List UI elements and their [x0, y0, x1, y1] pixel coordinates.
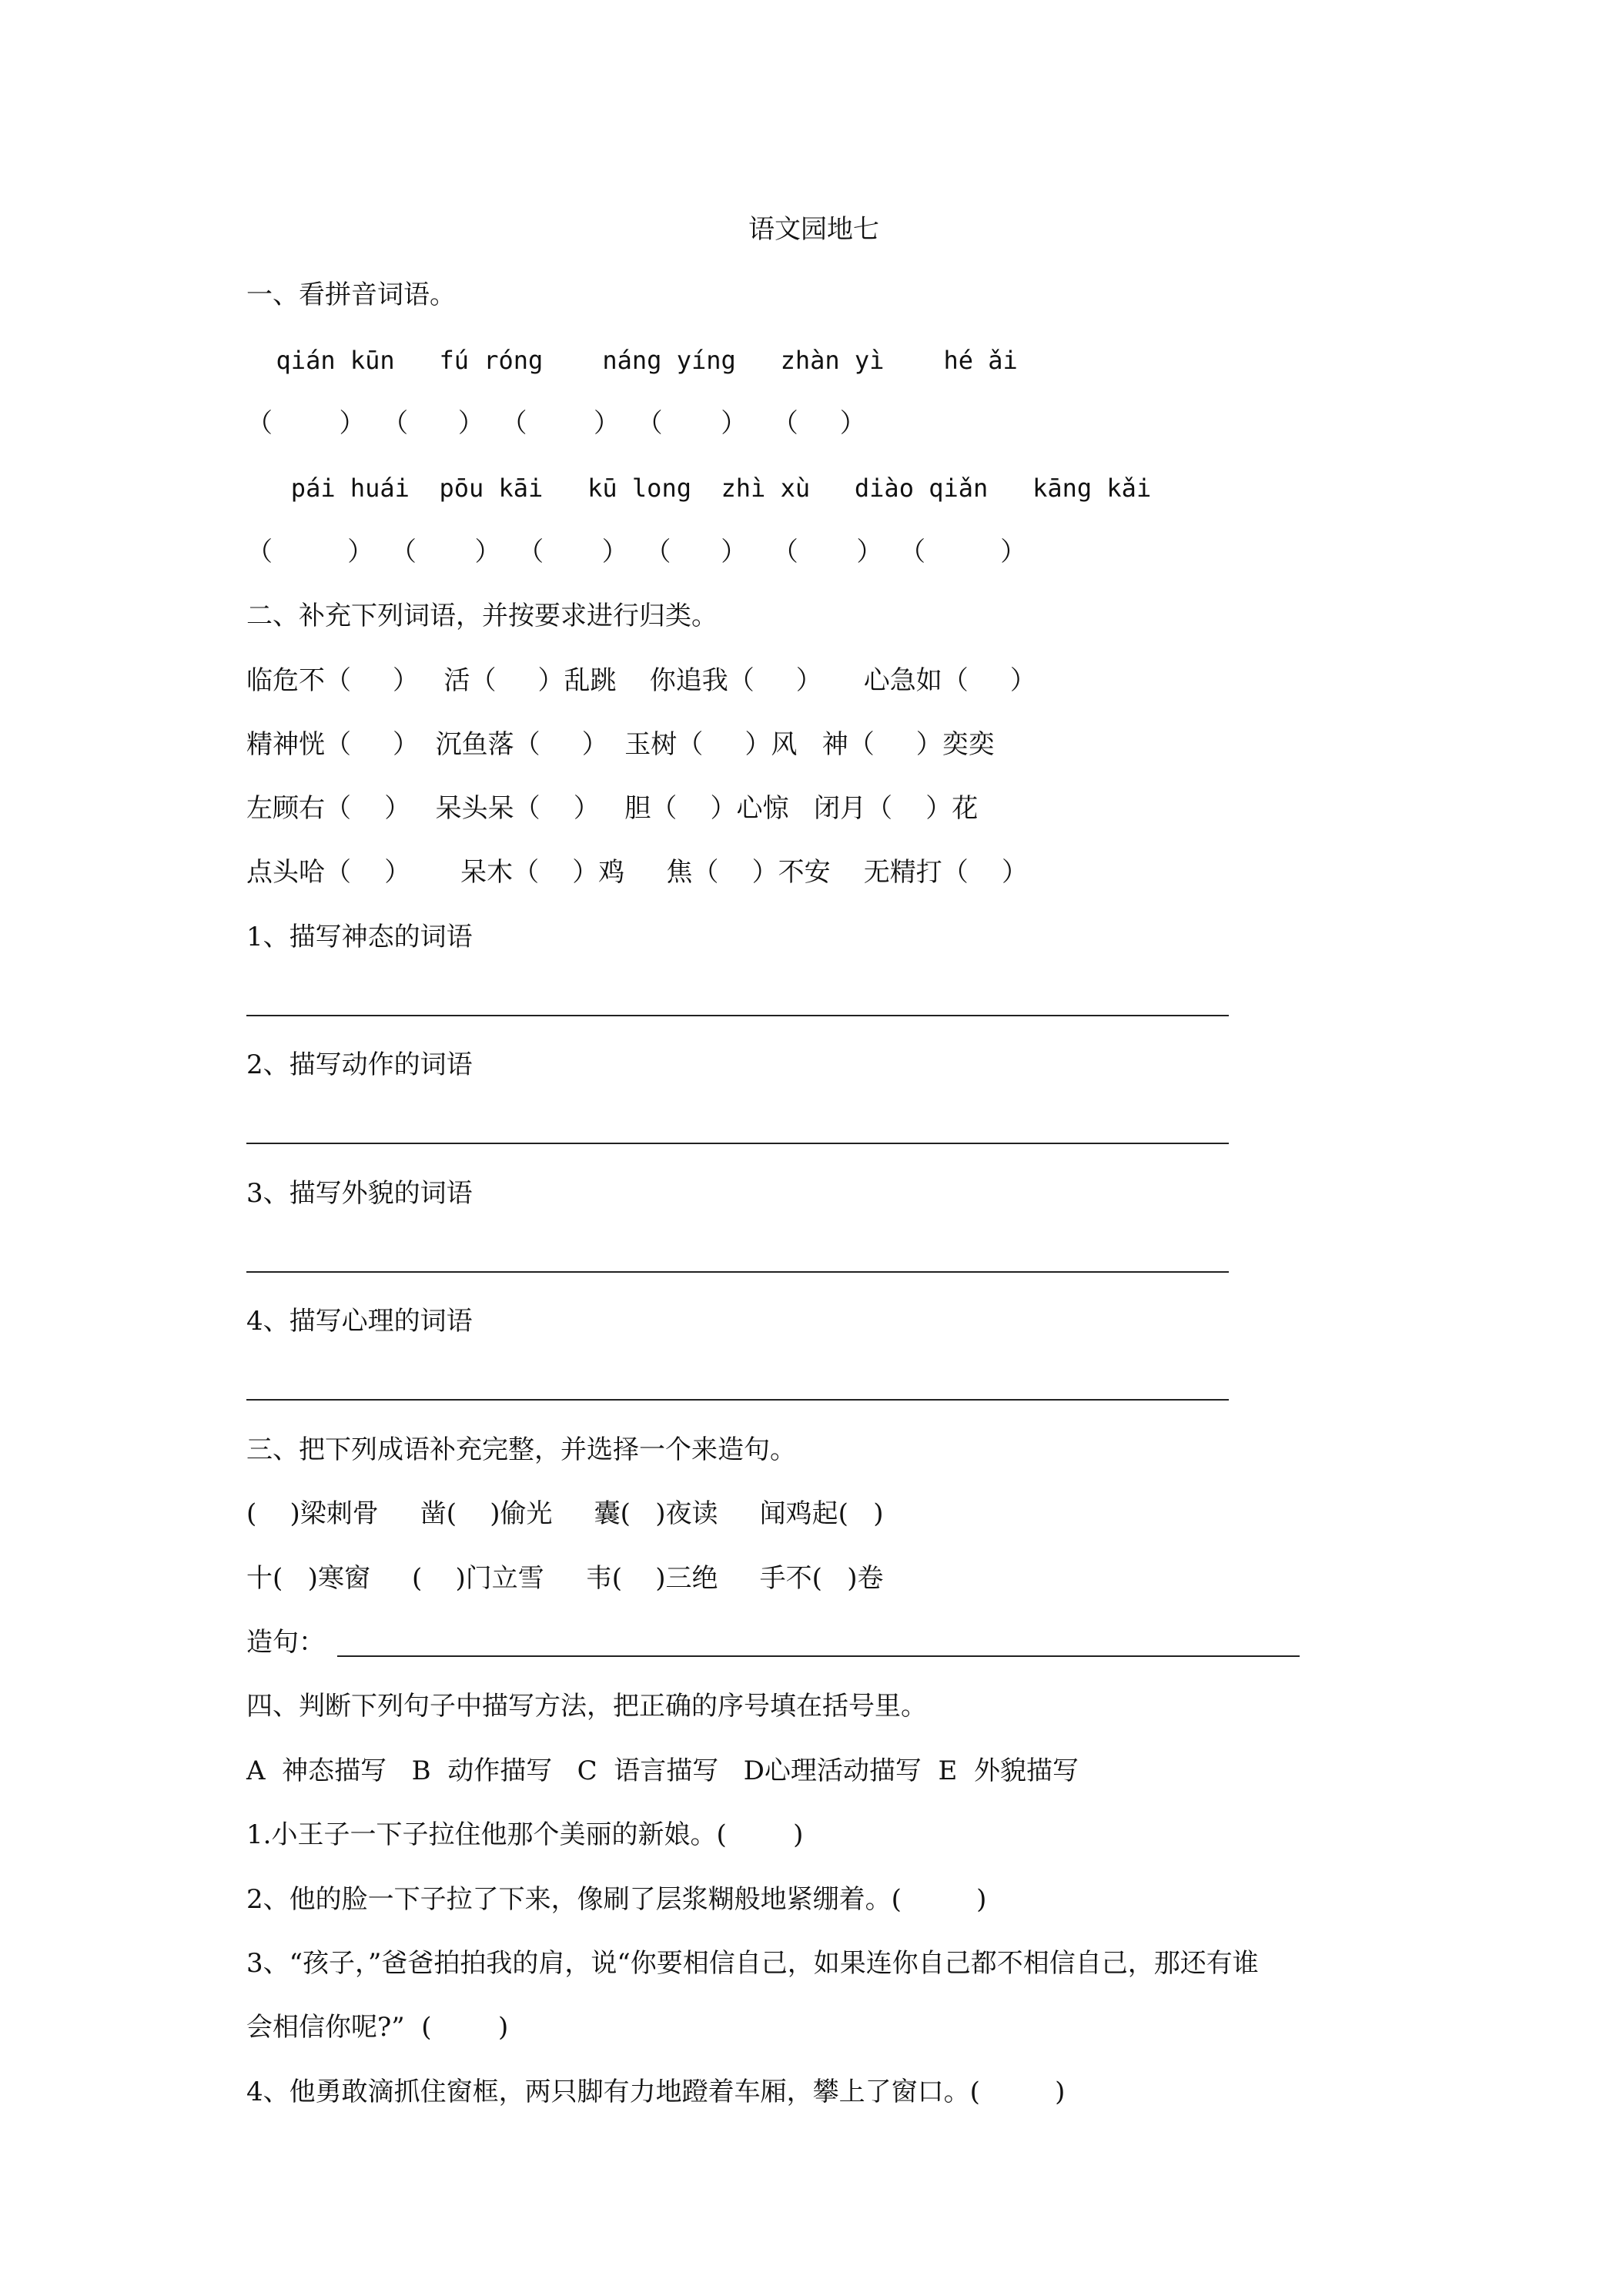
question-1: 1.小王子一下子拉住他那个美丽的新娘。( ) — [246, 1819, 804, 1850]
question-3-line-2: 会相信你呢?” ( ) — [246, 2012, 509, 2043]
section4-heading: 四、判断下列句子中描写方法，把正确的序号填在括号里。 — [246, 1691, 927, 1722]
page-title: 语文园地七 — [748, 214, 879, 245]
idiom-fill-row-1: ( )梁刺骨 凿( )偷光 囊( )夜读 闻鸡起( ) — [246, 1498, 884, 1529]
answer-line-1[interactable] — [246, 1015, 1229, 1016]
method-options: A 神态描写 B 动作描写 C 语言描写 D心理活动描写 E 外貌描写 — [246, 1755, 1079, 1786]
pinyin-row-1: qián kūn fú róng náng yíng zhàn yì hé ǎi — [246, 346, 1018, 375]
idiom-row-2: 精神恍（ ） 沉鱼落（ ） 玉树（ ）风 神（ ）奕奕 — [246, 729, 995, 760]
idiom-fill-row-2: 十( )寒窗 ( )门立雪 韦( )三绝 手不( )卷 — [246, 1563, 884, 1594]
answer-line-4[interactable] — [246, 1399, 1229, 1401]
category-label-4: 4、描写心理的词语 — [246, 1306, 473, 1337]
answer-line-2[interactable] — [246, 1143, 1229, 1144]
question-4: 4、他勇敢滴抓住窗框，两只脚有力地蹬着车厢，攀上了窗口。( ) — [246, 2077, 1066, 2107]
paren-row-2: （ ） （ ） （ ） （ ） （ ） （ ） — [246, 537, 1027, 567]
category-label-2: 2、描写动作的词语 — [246, 1049, 473, 1080]
question-2: 2、他的脸一下子拉了下来，像刷了层浆糊般地紧绷着。( ) — [246, 1884, 987, 1915]
idiom-row-4: 点头哈（ ） 呆木（ ）鸡 焦（ ）不安 无精打（ ） — [246, 857, 1029, 888]
answer-line-3[interactable] — [246, 1271, 1229, 1273]
category-label-3: 3、描写外貌的词语 — [246, 1178, 473, 1209]
paren-row-1: （ ） （ ） （ ） （ ） （ ） — [246, 408, 866, 439]
question-3-line-1: 3、“孩子，”爸爸拍拍我的肩，说“你要相信自己，如果连你自己都不相信自己，那还有谁 — [246, 1948, 1259, 1979]
idiom-row-3: 左顾右（ ） 呆头呆（ ） 胆（ ）心惊 闭月（ ）花 — [246, 793, 979, 824]
idiom-row-1: 临危不（ ） 活（ ）乱跳 你追我（ ） 心急如（ ） — [246, 665, 1036, 696]
section3-heading: 三、把下列成语补充完整，并选择一个来造句。 — [246, 1434, 796, 1465]
section2-heading: 二、补充下列词语，并按要求进行归类。 — [246, 601, 718, 631]
sentence-label: 造句： — [246, 1627, 325, 1658]
pinyin-row-2: pái huái pōu kāi kū long zhì xù diào qiǎn kāng kǎi — [246, 474, 1152, 503]
section1-heading: 一、看拼音词语。 — [246, 279, 456, 310]
category-label-1: 1、描写神态的词语 — [246, 922, 473, 952]
sentence-answer-line[interactable] — [337, 1655, 1300, 1657]
